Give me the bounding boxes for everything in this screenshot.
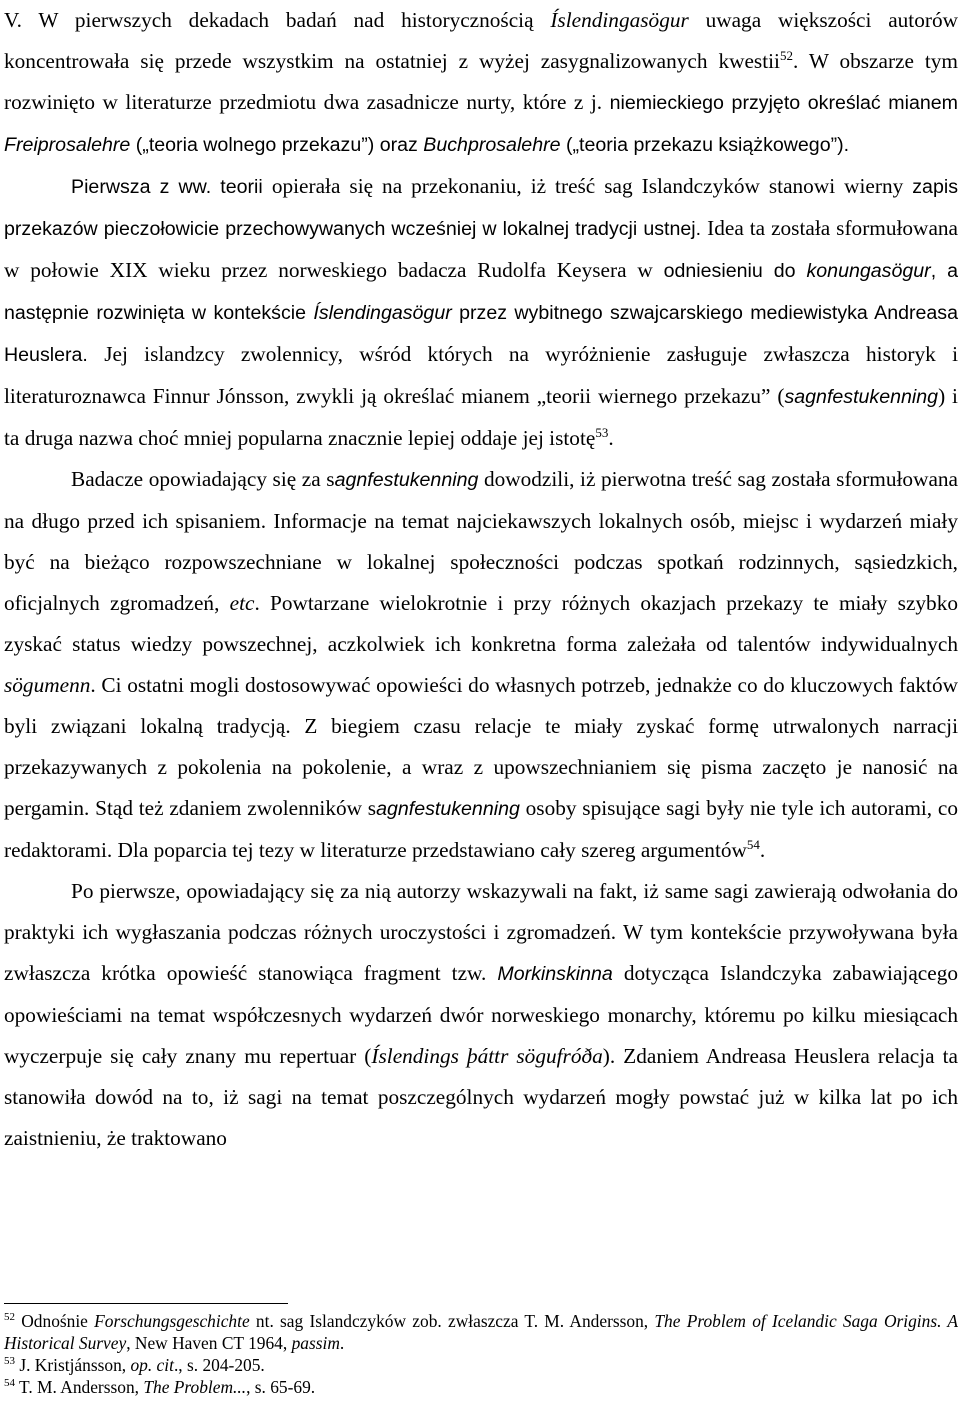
text-run: uwaga większości autorów koncentrowała się przede wszystkim na ostatniej z wyżej zasygnalizowanych kwestii [4,8,958,73]
footnote-52 [4,1310,958,1354]
footnote-number: 54 [4,1377,15,1390]
text-run: J. Kristjánsson, [15,1355,131,1375]
footnote-ref-53: 53 [595,424,609,440]
text-run: („teoria przekazu książkowego”). [560,134,850,156]
italic-term: The Problem... [143,1377,247,1397]
text-run: nt. sag Islandczyków zob. zwłaszcza T. M. Andersson, [249,1311,655,1331]
italic-term: Íslendingasögur [550,8,689,32]
paragraph-1 [4,0,958,166]
text-run: Pierwsza z ww. teorii [71,176,272,198]
footnotes [4,1310,958,1398]
footnote-number: 52 [4,1311,15,1324]
document-page [4,0,958,1159]
italic-term: The Problem of Icelandic Saga Origins. A Historical Survey [4,1311,958,1353]
text-run: ) i ta druga nazwa choć mniej popularna znacznie lepiej oddaje jej istotę [4,384,958,450]
italic-term: Forschungsgeschichte [94,1311,250,1331]
text-run: przez wybitnego szwajcarskiego mediewistyka Andreasa Heuslera. [4,302,959,366]
paragraph-4 [4,871,958,1159]
italic-term: sagnfestukenning [784,386,939,408]
italic-term: sögumenn [4,673,91,697]
text-run: Badacze opowiadający się za s [71,467,335,491]
italic-term: agnfestukenning [376,798,520,820]
text-run: , s. 65-69. [246,1377,316,1397]
footnote-54 [4,1376,958,1398]
text-run: V. W pierwszych dekadach badań nad historycznością [4,8,551,32]
text-run: . [759,838,766,862]
italic-term: Freiprosalehre [4,134,131,156]
footnote-ref-54: 54 [746,836,760,852]
text-run: . [339,1333,345,1353]
footnote-number: 53 [4,1355,15,1368]
text-run: dotycząca Islandczyka zabawiającego opowieściami na temat współczesnych wydarzeń dwór norweskiego monarchy, któremu po kilku miesiącach wyczerpuje się cały znany mu repertuar ( [4,961,958,1068]
footnote-53 [4,1354,958,1376]
text-run: zapis przekazów pieczołowicie przechowywanych wcześniej w lokalnej tradycji ustnej. [4,176,958,240]
text-run: . [608,426,614,450]
text-run: niemieckiego przyjęto określać mianem [609,92,958,114]
italic-term: op. cit [130,1355,174,1375]
italic-term: agnfestukenning [334,469,479,491]
paragraph-2 [4,166,958,459]
text-run: („teoria wolnego przekazu”) oraz [130,134,424,156]
text-run: . Powtarzane wielokrotnie i przy różnych okazjach przekazy te miały szybko zyskać status wiedzy powszechnej, aczkolwiek ich konkretna forma zależała od talentów indywidualnych [4,591,958,656]
text-run: . W obszarze tym rozwinięto w literaturze przedmiotu dwa zasadnicze nurty, które z j. [4,49,958,114]
italic-term: Íslendingasögur [313,302,452,324]
italic-term: Morkinskinna [497,963,613,985]
text-run: Po pierwsze, opowiadający się za nią autorzy wskazywali na fakt, iż same sagi zawierają odwołania do praktyki ich wygłaszania podczas różnych uroczystości i zgromadzeń. W tym kontekście przywoływana była zwłaszcza krótka opowieść stanowiąca fragment tzw. [4,879,958,985]
italic-term: etc [229,591,255,615]
text-run: . Ci ostatni mogli dostosowywać opowieści do własnych potrzeb, jednakże co do kluczowych faktów byli związani lokalną tradycją. Z biegiem czasu relacje te miały zyskać formę utrwalonych narracji przekazywanych z pokolenia na pokolenie, a wraz z upowszechnianiem się pisma zaczęto je nanosić na pergamin. Stąd też zdaniem zwolenników s [4,673,958,820]
text-run: , a następnie rozwinięta w kontekście [4,260,958,324]
paragraph-3 [4,459,958,871]
footnote-divider [4,1303,288,1304]
italic-term: passim [291,1333,340,1353]
italic-term: konungasögur [806,260,931,282]
main-text [4,0,958,1159]
italic-term: Íslendings þáttr sögufróða [371,1044,603,1068]
text-run: , New Haven CT 1964, [126,1333,292,1353]
text-run: Idea ta została sformułowana w połowie XIX wieku przez norweskiego badacza Rudolfa Keysera w [4,216,958,282]
text-run: ., s. 204-205. [173,1355,265,1375]
text-run: Jej islandzcy zwolennicy, wśród których na wyróżnienie zasługuje zwłaszcza historyk i literaturoznawca Finnur Jónsson, zwykli ją określać mianem „teorii wiernego przekazu” ( [4,342,958,408]
text-run: osoby spisujące sagi były nie tyle ich autorami, co redaktorami. Dla poparcia tej tezy w literaturze przedstawiano cały szereg argumentów [4,796,958,862]
text-run: T. M. Andersson, [15,1377,144,1397]
text-run: dowodzili, iż pierwotna treść sag została sformułowana na długo przed ich spisaniem. Informacje na temat najciekawszych lokalnych osób, miejsc i wydarzeń miały być na bieżąco rozpowszechniane w lokalnej społeczności podczas spotkań rodzinnych, sąsiedzkich, oficjalnych zgromadzeń, [4,467,959,615]
text-run: Odnośnie [15,1311,95,1331]
text-run: odniesieniu do [663,260,807,282]
text-run: ). Zdaniem Andreasa Heuslera relacja ta stanowiła dowód na to, iż sagi na temat poszczególnych wydarzeń mogły powstać już w kilka lat po ich zaistnieniu, że traktowano [4,1044,959,1150]
italic-term: Buchprosalehre [423,134,561,156]
footnote-ref-52: 52 [779,47,793,63]
text-run: opierała się na przekonaniu, iż treść sag Islandczyków stanowi wierny [271,174,913,198]
